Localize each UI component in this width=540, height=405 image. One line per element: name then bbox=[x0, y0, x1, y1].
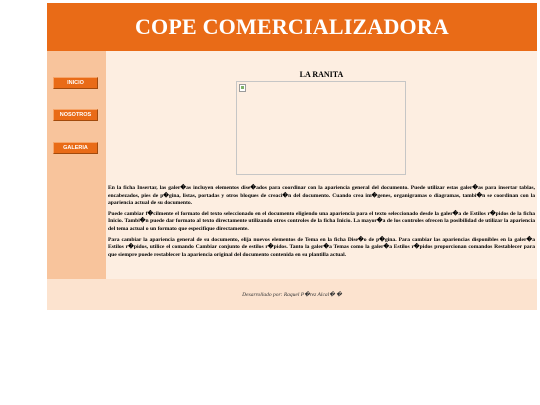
site-title: COPE COMERCIALIZADORA bbox=[134, 14, 450, 39]
paragraph-1: En la ficha Insertar, las galer�as incluyen elementos dise�ados para coordinar con la apariencia general del documento. Puede utilizar estas galer�as para insertar tablas, encabezados, pies de p�gina, listas, portadas y otros bloques de creaci�n del documento. Cuando crea im�genes, organigramas o diagramas, tambi�n se coordinan con la apariencia actual de su documento. bbox=[108, 185, 535, 207]
nav-button-galeria[interactable]: GALERIA bbox=[53, 142, 98, 154]
sidebar-nav bbox=[47, 51, 106, 279]
site-footer bbox=[47, 279, 537, 310]
nav-button-nosotros[interactable]: NOSOTROS bbox=[53, 109, 98, 121]
broken-image-icon bbox=[239, 84, 246, 92]
nav-button-inicio[interactable]: INICIO bbox=[53, 77, 98, 89]
main-content bbox=[106, 51, 537, 279]
body-text bbox=[108, 185, 535, 262]
content-title: LA RANITA bbox=[299, 70, 344, 79]
paragraph-2: Puede cambiar f�cilmente el formato del texto seleccionado en el documento eligiendo una apariencia para el texto seleccionado desde la galer�a de Estilos r�pidos de la ficha Inicio. Tambi�n puede dar formato al texto directamente utilizando otros controles de la ficha Inicio. La mayor�a de los controles ofrecen la posibilidad de utilizar la apariencia del tema actual o un formato que especifique directamente. bbox=[108, 210, 535, 232]
broken-image-placeholder bbox=[236, 81, 406, 175]
site-header bbox=[47, 3, 537, 51]
footer-credit: Desarrollado por: Raquel P�rez Alcal� � bbox=[242, 291, 342, 298]
paragraph-3: Para cambiar la apariencia general de su documento, elija nuevos elementos de Tema en la ficha Dise�o de p�gina. Para cambiar las apariencias disponibles en la galer�a Estilos r�pidos, utilice el comando Cambiar conjunto de estilos r�pidos. Tanto la galer�a Temas como la galer�a Estilos r�pidos proporcionan comandos Restablecer para que siempre puede restablecer la apariencia original del documento contenida en su plantilla actual. bbox=[108, 236, 535, 258]
page-container bbox=[47, 3, 537, 310]
